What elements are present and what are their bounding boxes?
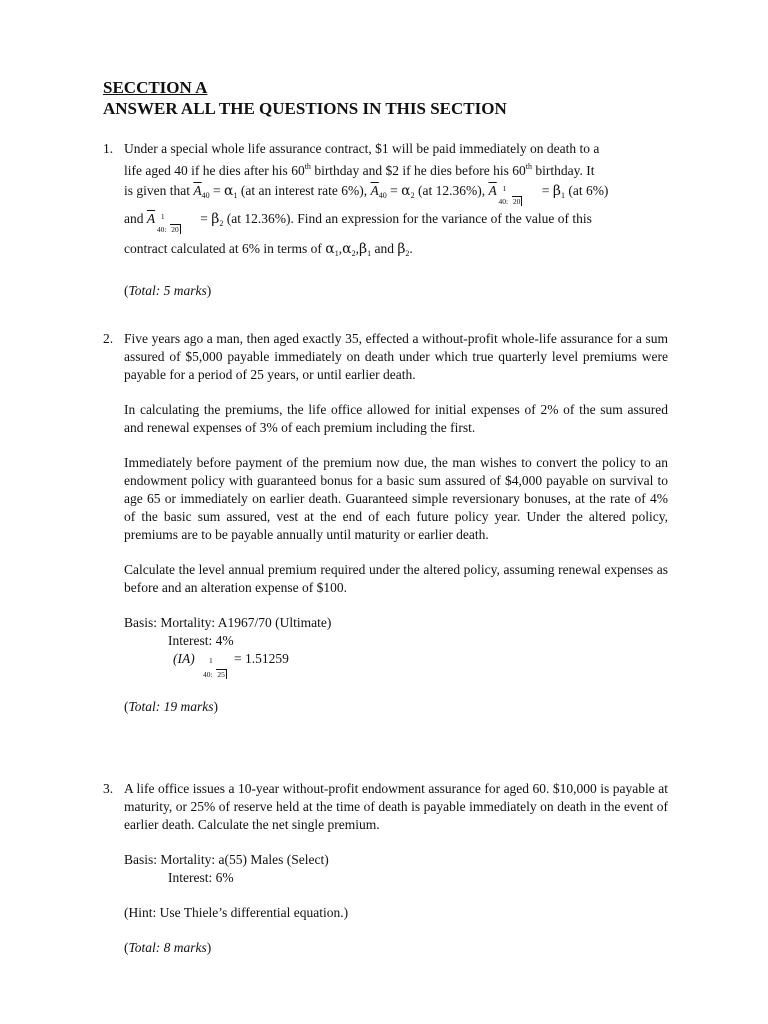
- q2-total-marks: (Total: 19 marks): [124, 699, 219, 714]
- beta-symbol: β: [552, 183, 561, 199]
- q1-line-5: contract calculated at 6% in terms of $\alpha_1,\alpha_2,\beta_1$ and $\beta_2$.: [124, 241, 413, 258]
- q3-paragraph-1: A life office issues a 10-year without-profit endowment assurance for aged 60. $10,000 is payable at maturity, or 25% of reserve held at the time of death is payable immediately on death in the event of earlier death. Calculate the net single premium.: [124, 781, 668, 832]
- q1-line-2: life aged 40 if he dies after his 60th birthday and $2 if he dies before his 60th birthday. It: [124, 162, 595, 178]
- alpha-symbol: α: [224, 183, 234, 199]
- question-number: 3.: [103, 781, 114, 796]
- q2-basis-interest: Interest: 4%: [168, 633, 234, 648]
- question-body: [124, 330, 668, 716]
- q1-line-4: and $\overline{A}$ 1 40: 20 = $\beta_2$ (at 12.36%). Find an expression for the variance of the value of this: [124, 211, 592, 234]
- question-number: 1.: [103, 141, 114, 156]
- section-instruction: ANSWER ALL THE QUESTIONS IN THIS SECTION: [103, 99, 507, 118]
- question-body: [124, 780, 668, 957]
- q1-line-3: is given that $\overline{A}_{40} = \alpha_1$ (at an interest rate 6%), $\overline{A}_{40} = \alpha_2$ (at 12.36%), $\overline{A}$ 1 40: 20 = $\beta_1$ (at 6%): [124, 183, 609, 206]
- question-2: [103, 330, 668, 716]
- q3-total-marks: (Total: 8 marks): [124, 940, 212, 955]
- q1-line-1: Under a special whole life assurance contract, $1 will be paid immediately on death to a: [124, 141, 600, 156]
- q1-total-marks: (Total: 5 marks): [124, 283, 212, 298]
- q2-paragraph-3: Immediately before payment of the premium now due, the man wishes to convert the policy to an endowment policy with guaranteed bonus for a basic sum assured of $4,000 payable on survival to age 65 or immediately on earlier death. Guaranteed simple reversionary bonuses, at the rate of 4% of the basic sum assured, vest at the end of each future policy year. Under the altered policy, premiums are to be payable annually until maturity or earlier death.: [124, 455, 668, 542]
- q2-paragraph-4: Calculate the level annual premium required under the altered policy, assuming renewal expenses as before and an alteration expense of $100.: [124, 562, 668, 595]
- q3-hint: (Hint: Use Thiele’s differential equation.): [124, 905, 349, 920]
- section-title: SECCTION A: [103, 78, 208, 97]
- question-3: [103, 780, 668, 957]
- q3-basis-mortality: Basis: Mortality: a(55) Males (Select): [124, 852, 329, 867]
- question-1: [103, 140, 668, 300]
- q2-paragraph-1: Five years ago a man, then aged exactly 35, effected a without-profit whole-life assurance for a sum assured of $5,000 payable immediately on death under which true quarterly level premiums were payable for a period of 25 years, or until earlier death.: [124, 331, 668, 382]
- question-number: 2.: [103, 331, 114, 346]
- q2-given-value: (IA) 1 40: 25 = 1.51259: [173, 651, 289, 679]
- term-assurance-symbol: $\overline{A}$ 1 40: 20: [488, 183, 521, 206]
- assurance-symbol: $\overline{A}$: [193, 183, 202, 198]
- q2-basis-mortality: Basis: Mortality: A1967/70 (Ultimate): [124, 615, 332, 630]
- question-body: [124, 140, 668, 300]
- q2-paragraph-2: In calculating the premiums, the life office allowed for initial expenses of 2% of the sum assured and renewal expenses of 3% of each premium including the first.: [124, 402, 668, 435]
- q3-basis-interest: Interest: 6%: [168, 870, 234, 885]
